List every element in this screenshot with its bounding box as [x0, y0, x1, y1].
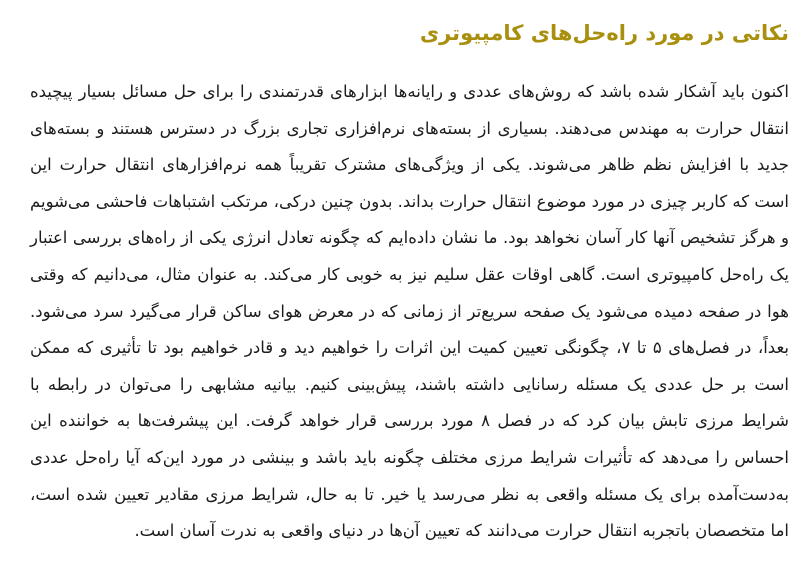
section-heading: نکاتی در مورد راه‌حل‌های کامپیوتری	[419, 21, 789, 45]
body-paragraph: اکنون باید آشکار شده باشد که روش‌های عددی و رایانه‌ها ابزارهای قدرتمندی را برای حل مسائل بسیار پیچیده انتقال حرارت به مهندس می‌دهند. بسیاری از بسته‌های نرم‌افزاری تجاری بزرگ در دسترس هستند و بسته‌های جدید با افزایش نظم ظاهر می‌شوند. یکی از ویژگی‌های مشترک تقریباً همه نرم‌افزارهای انتقال حرارت این است که کاربر چیزی در مورد موضوع انتقال حرارت بداند. بدون چنین درکی، مرتکب اشتباهات فاحشی می‌شویم و هرگز تشخیص آنها کار آسان نخواهد بود. ما نشان داده‌ایم که چگونه تعادل انرژی یکی از راه‌های بررسی اعتبار یک راه‌حل کامپیوتری است. گاهی اوقات عقل سلیم نیز به خوبی کار می‌کند. به عنوان مثال، می‌دانیم که وقتی هوا در صفحه دمیده می‌شود یک صفحه سریع‌تر از زمانی که در معرض هوای ساکن قرار می‌گیرد سرد می‌شود. بعداً، در فصل‌های ۵ تا ۷، چگونگی تعیین کمیت این اثرات را خواهیم دید و قادر خواهیم بود تا تأثیری که ممکن است بر حل عددی یک مسئله رسانایی داشته باشند، پیش‌بینی کنیم. بیانیه مشابهی را می‌توان در رابطه با شرایط مرزی تابش بیان کرد که در فصل ۸ مورد بررسی قرار خواهد گرفت. این پیشرفت‌ها به خواننده این احساس را می‌دهد که تأثیرات شرایط مرزی مختلف چگونه باید باشد و بینشی در مورد این‌که آیا راه‌حل عددی به‌دست‌آمده برای یک مسئله واقعی به نظر می‌رسد یا خیر. تا به حال، شرایط مرزی مقادیر تعیین شده است، اما متخصصان باتجربه انتقال حرارت می‌دانند که تعیین آن‌ها در دنیای واقعی به ندرت آسان است.	[30, 82, 789, 541]
